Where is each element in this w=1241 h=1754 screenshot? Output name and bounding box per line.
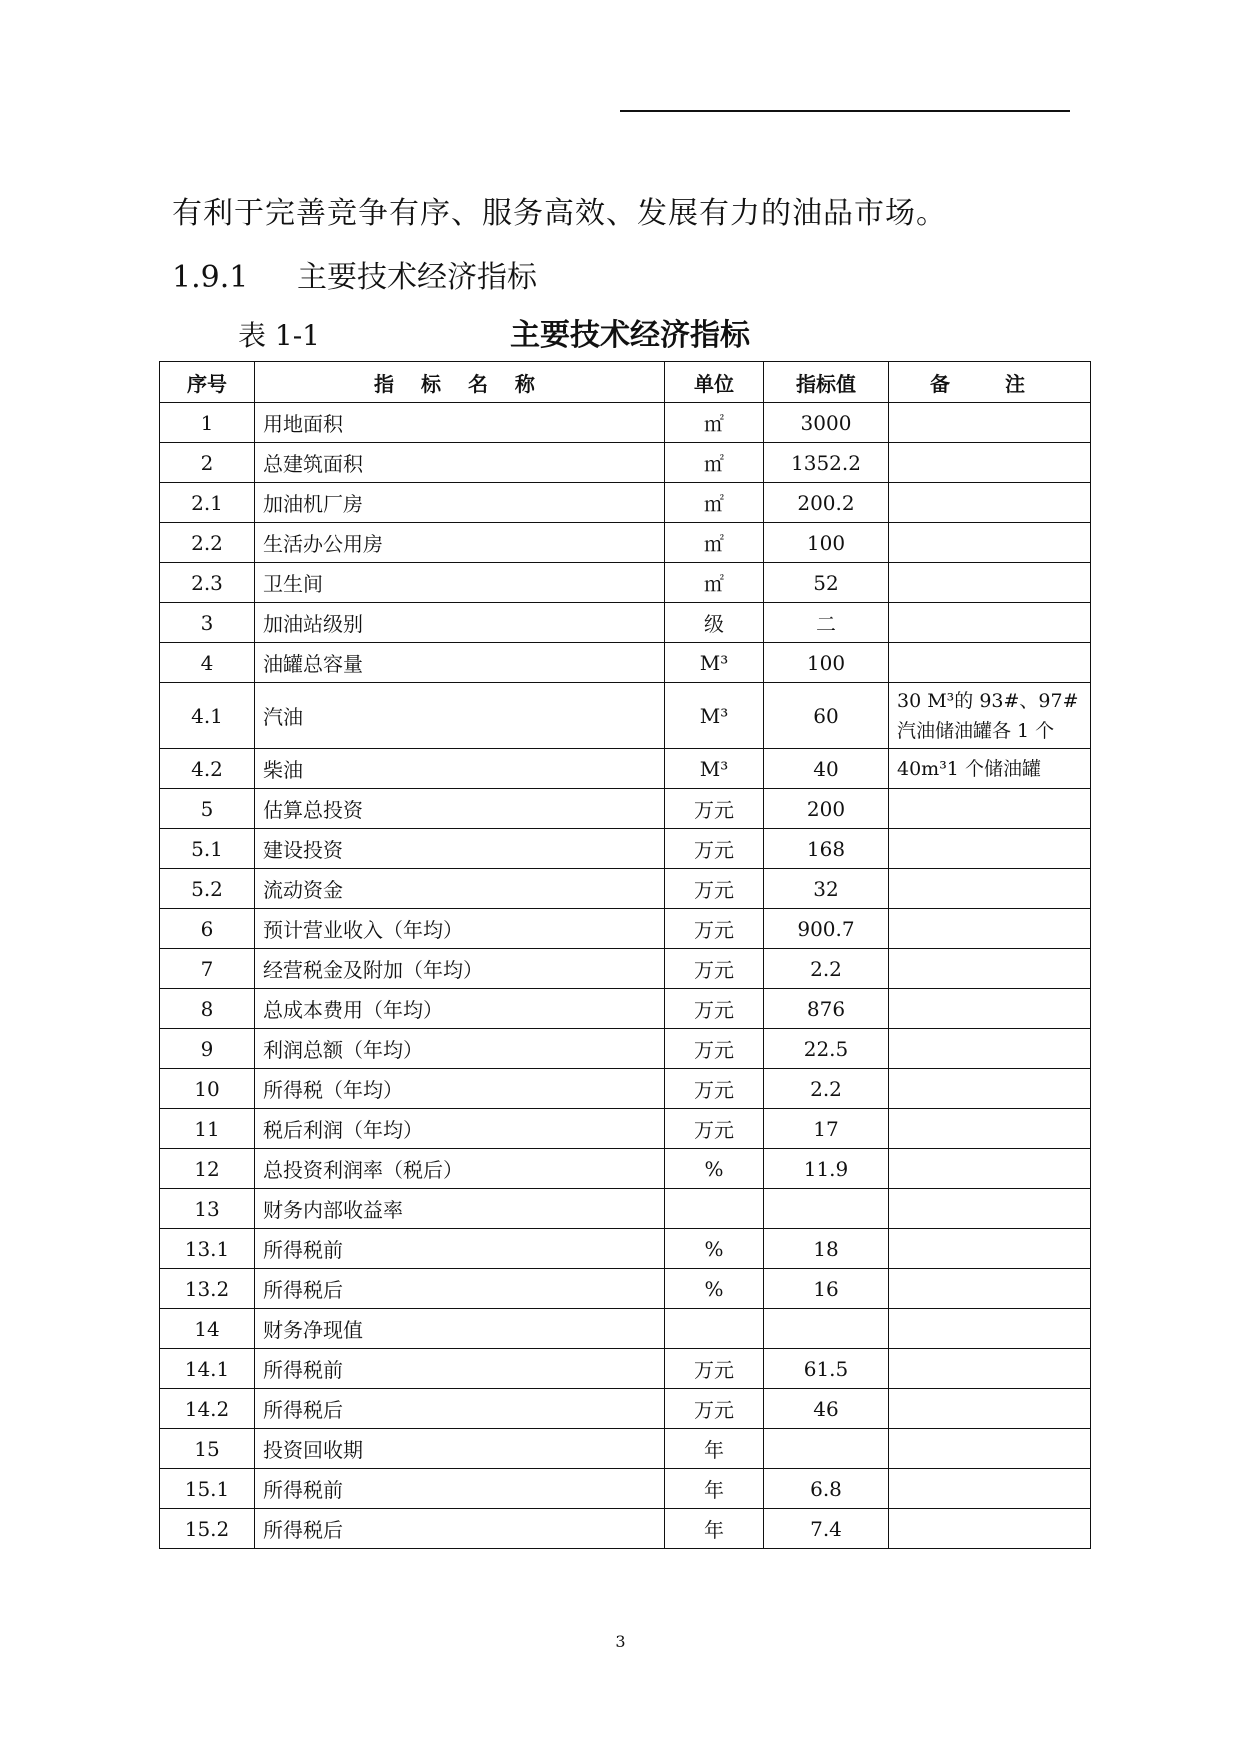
cell-note [889,1109,1091,1149]
cell-note [889,1149,1091,1189]
cell-seq: 13.2 [160,1269,255,1309]
table-row [160,909,1091,949]
cell-name: 总成本费用（年均） [255,989,665,1029]
cell-note: 40m³1 个储油罐 [889,749,1091,789]
cell-unit: 万元 [665,1349,764,1389]
cell-name: 预计营业收入（年均） [255,909,665,949]
cell-unit: 万元 [665,829,764,869]
cell-unit: 级 [665,603,764,643]
cell-unit: 万元 [665,1029,764,1069]
table-row [160,1389,1091,1429]
cell-unit: 万元 [665,869,764,909]
cell-note [889,1069,1091,1109]
table-row [160,1149,1091,1189]
table-row [160,523,1091,563]
table-row [160,829,1091,869]
header-rule [620,110,1070,112]
table-label: 表 1-1 [238,319,320,352]
table-row [160,483,1091,523]
cell-name: 所得税前 [255,1469,665,1509]
table-row [160,749,1091,789]
header-name: 指 标 名 称 [255,362,665,403]
header-value: 指标值 [764,362,889,403]
cell-value: 22.5 [764,1029,889,1069]
page-number: 3 [615,1632,626,1651]
cell-note [889,949,1091,989]
cell-name: 所得税后 [255,1269,665,1309]
cell-name: 财务净现值 [255,1309,665,1349]
header-note: 备 注 [889,362,1091,403]
cell-unit: ㎡ [665,483,764,523]
header-unit: 单位 [665,362,764,403]
cell-note [889,989,1091,1029]
cell-seq: 4.1 [160,683,255,749]
cell-note [889,909,1091,949]
table-row [160,1029,1091,1069]
cell-seq: 2.3 [160,563,255,603]
cell-name: 所得税后 [255,1389,665,1429]
cell-unit: M³ [665,683,764,749]
cell-name: 流动资金 [255,869,665,909]
cell-seq: 14.2 [160,1389,255,1429]
cell-name: 柴油 [255,749,665,789]
cell-unit: % [665,1229,764,1269]
cell-seq: 4 [160,643,255,683]
cell-name: 所得税后 [255,1509,665,1549]
cell-unit: 万元 [665,1389,764,1429]
cell-unit [665,1309,764,1349]
cell-value [764,1309,889,1349]
cell-seq: 14.1 [160,1349,255,1389]
cell-unit: 万元 [665,789,764,829]
cell-unit: 万元 [665,909,764,949]
cell-seq: 13 [160,1189,255,1229]
cell-seq: 3 [160,603,255,643]
table-row [160,989,1091,1029]
cell-value: 17 [764,1109,889,1149]
cell-note [889,1429,1091,1469]
cell-unit: ㎡ [665,443,764,483]
cell-seq: 9 [160,1029,255,1069]
cell-name: 税后利润（年均） [255,1109,665,1149]
cell-note [889,603,1091,643]
section-heading [172,252,537,296]
cell-note [889,563,1091,603]
cell-seq: 14 [160,1309,255,1349]
cell-unit [665,1189,764,1229]
cell-seq: 6 [160,909,255,949]
cell-value [764,1429,889,1469]
cell-seq: 5.2 [160,869,255,909]
cell-note [889,1349,1091,1389]
cell-value: 46 [764,1389,889,1429]
cell-unit: ㎡ [665,523,764,563]
cell-name: 总建筑面积 [255,443,665,483]
cell-name: 所得税（年均） [255,1069,665,1109]
cell-value: 876 [764,989,889,1029]
cell-note [889,869,1091,909]
cell-unit: % [665,1149,764,1189]
table-row [160,1109,1091,1149]
cell-value: 18 [764,1229,889,1269]
cell-seq: 1 [160,403,255,443]
cell-unit: % [665,1269,764,1309]
table-row [160,1429,1091,1469]
cell-value: 6.8 [764,1469,889,1509]
cell-unit: ㎡ [665,563,764,603]
table-header-row [160,362,1091,403]
table-row [160,1069,1091,1109]
cell-name: 加油站级别 [255,603,665,643]
cell-name: 利润总额（年均） [255,1029,665,1069]
cell-seq: 8 [160,989,255,1029]
cell-name: 加油机厂房 [255,483,665,523]
table-row [160,1189,1091,1229]
cell-note [889,1189,1091,1229]
cell-value: 16 [764,1269,889,1309]
cell-seq: 11 [160,1109,255,1149]
cell-value: 40 [764,749,889,789]
cell-note [889,643,1091,683]
cell-value: 200.2 [764,483,889,523]
cell-note: 30 M³的 93#、97#汽油储油罐各 1 个 [889,683,1091,749]
cell-name: 建设投资 [255,829,665,869]
table-row [160,1469,1091,1509]
cell-unit: M³ [665,749,764,789]
section-title: 主要技术经济指标 [297,260,537,295]
cell-name: 投资回收期 [255,1429,665,1469]
cell-seq: 5 [160,789,255,829]
table-row [160,949,1091,989]
table-row [160,643,1091,683]
header-seq: 序号 [160,362,255,403]
cell-seq: 2.1 [160,483,255,523]
cell-unit: 万元 [665,949,764,989]
cell-seq: 2 [160,443,255,483]
table-row [160,869,1091,909]
cell-note [889,1389,1091,1429]
cell-note [889,1469,1091,1509]
cell-unit: 年 [665,1509,764,1549]
cell-value: 二 [764,603,889,643]
table-row [160,1229,1091,1269]
cell-name: 卫生间 [255,563,665,603]
cell-unit: 年 [665,1469,764,1509]
cell-seq: 15.2 [160,1509,255,1549]
cell-name: 总投资利润率（税后） [255,1149,665,1189]
cell-unit: 万元 [665,1069,764,1109]
table-row [160,443,1091,483]
table-row [160,1269,1091,1309]
cell-note [889,483,1091,523]
cell-seq: 15 [160,1429,255,1469]
cell-value: 32 [764,869,889,909]
table-body [160,403,1091,1549]
table-row [160,1349,1091,1389]
cell-value: 11.9 [764,1149,889,1189]
cell-value: 52 [764,563,889,603]
cell-note [889,1029,1091,1069]
cell-seq: 2.2 [160,523,255,563]
cell-value: 100 [764,643,889,683]
cell-unit: M³ [665,643,764,683]
indicators-table [159,361,1091,1549]
cell-note [889,789,1091,829]
cell-unit: 万元 [665,989,764,1029]
cell-seq: 4.2 [160,749,255,789]
cell-seq: 15.1 [160,1469,255,1509]
cell-value: 200 [764,789,889,829]
cell-value: 1352.2 [764,443,889,483]
cell-note [889,829,1091,869]
cell-name: 生活办公用房 [255,523,665,563]
cell-value: 168 [764,829,889,869]
table-row [160,1509,1091,1549]
cell-note [889,1229,1091,1269]
cell-name: 财务内部收益率 [255,1189,665,1229]
section-number: 1.9.1 [172,260,249,295]
table-row [160,683,1091,749]
cell-seq: 12 [160,1149,255,1189]
cell-unit: 年 [665,1429,764,1469]
cell-name: 用地面积 [255,403,665,443]
table-title: 主要技术经济指标 [510,318,750,353]
cell-value: 900.7 [764,909,889,949]
cell-note [889,1269,1091,1309]
table-row [160,1309,1091,1349]
cell-value: 7.4 [764,1509,889,1549]
table-row [160,563,1091,603]
cell-value: 61.5 [764,1349,889,1389]
body-paragraph: 有利于完善竞争有序、服务高效、发展有力的油品市场。 [172,196,947,231]
cell-value: 2.2 [764,1069,889,1109]
cell-note [889,523,1091,563]
cell-note [889,443,1091,483]
cell-unit: 万元 [665,1109,764,1149]
cell-value: 60 [764,683,889,749]
cell-value [764,1189,889,1229]
cell-value: 100 [764,523,889,563]
cell-seq: 13.1 [160,1229,255,1269]
cell-note [889,403,1091,443]
cell-value: 3000 [764,403,889,443]
cell-note [889,1309,1091,1349]
cell-name: 汽油 [255,683,665,749]
table-row [160,603,1091,643]
table-row [160,403,1091,443]
cell-seq: 7 [160,949,255,989]
cell-value: 2.2 [764,949,889,989]
cell-name: 油罐总容量 [255,643,665,683]
cell-name: 所得税前 [255,1349,665,1389]
cell-name: 所得税前 [255,1229,665,1269]
cell-name: 经营税金及附加（年均） [255,949,665,989]
cell-note [889,1509,1091,1549]
cell-name: 估算总投资 [255,789,665,829]
cell-seq: 5.1 [160,829,255,869]
cell-unit: ㎡ [665,403,764,443]
table-row [160,789,1091,829]
cell-seq: 10 [160,1069,255,1109]
